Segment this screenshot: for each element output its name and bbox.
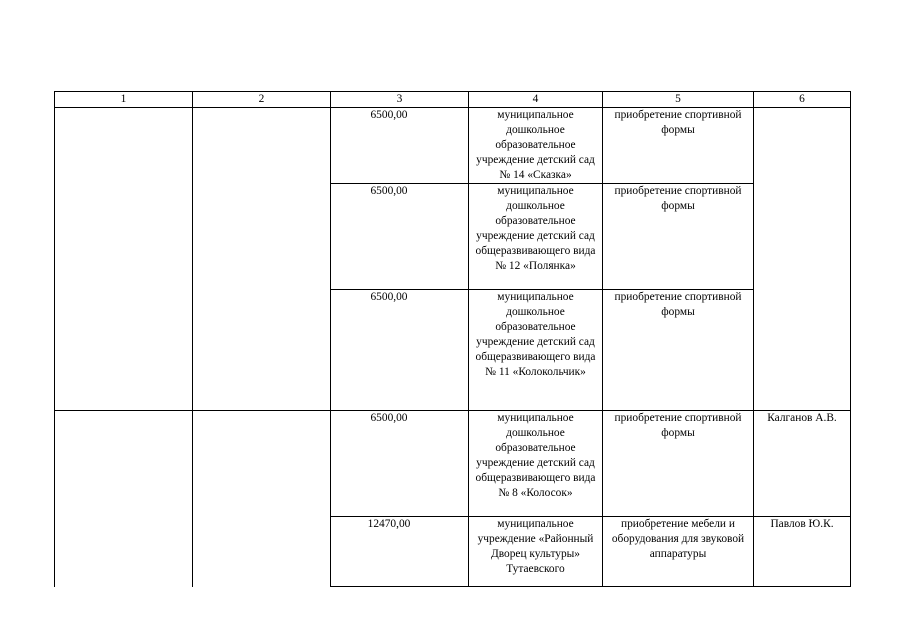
responsible-cell: Павлов Ю.К. [754, 517, 851, 587]
empty-cell [193, 108, 331, 411]
column-number: 2 [193, 92, 331, 108]
amount-cell: 6500,00 [331, 184, 469, 290]
column-number: 5 [603, 92, 754, 108]
responsible-cell [754, 108, 851, 411]
organization-cell: муниципальное дошкольное образовательное учреждение детский сад общеразвивающего вида № 12 «Полянка» [469, 184, 603, 290]
empty-cell [55, 411, 193, 587]
column-number: 4 [469, 92, 603, 108]
allocation-table [54, 91, 851, 587]
organization-cell: муниципальное дошкольное образовательное учреждение детский сад общеразвивающего вида № 8 «Колосок» [469, 411, 603, 517]
purpose-cell: приобретение спортивной формы [603, 184, 754, 290]
column-number: 3 [331, 92, 469, 108]
table-row [55, 411, 851, 517]
column-number-row [55, 92, 851, 108]
amount-cell: 6500,00 [331, 108, 469, 184]
purpose-cell: приобретение спортивной формы [603, 411, 754, 517]
column-number: 6 [754, 92, 851, 108]
organization-cell: муниципальное учреждение «Районный Дворец культуры» Тутаевского [469, 517, 603, 587]
table-row [55, 108, 851, 184]
empty-cell [193, 411, 331, 587]
organization-cell: муниципальное дошкольное образовательное учреждение детский сад общеразвивающего вида № 11 «Колокольчик» [469, 290, 603, 411]
column-number: 1 [55, 92, 193, 108]
purpose-cell: приобретение спортивной формы [603, 108, 754, 184]
responsible-cell: Калганов А.В. [754, 411, 851, 517]
purpose-cell: приобретение мебели и оборудования для звуковой аппаратуры [603, 517, 754, 587]
amount-cell: 6500,00 [331, 411, 469, 517]
amount-cell: 12470,00 [331, 517, 469, 587]
amount-cell: 6500,00 [331, 290, 469, 411]
empty-cell [55, 108, 193, 411]
purpose-cell: приобретение спортивной формы [603, 290, 754, 411]
organization-cell: муниципальное дошкольное образовательное учреждение детский сад № 14 «Сказка» [469, 108, 603, 184]
